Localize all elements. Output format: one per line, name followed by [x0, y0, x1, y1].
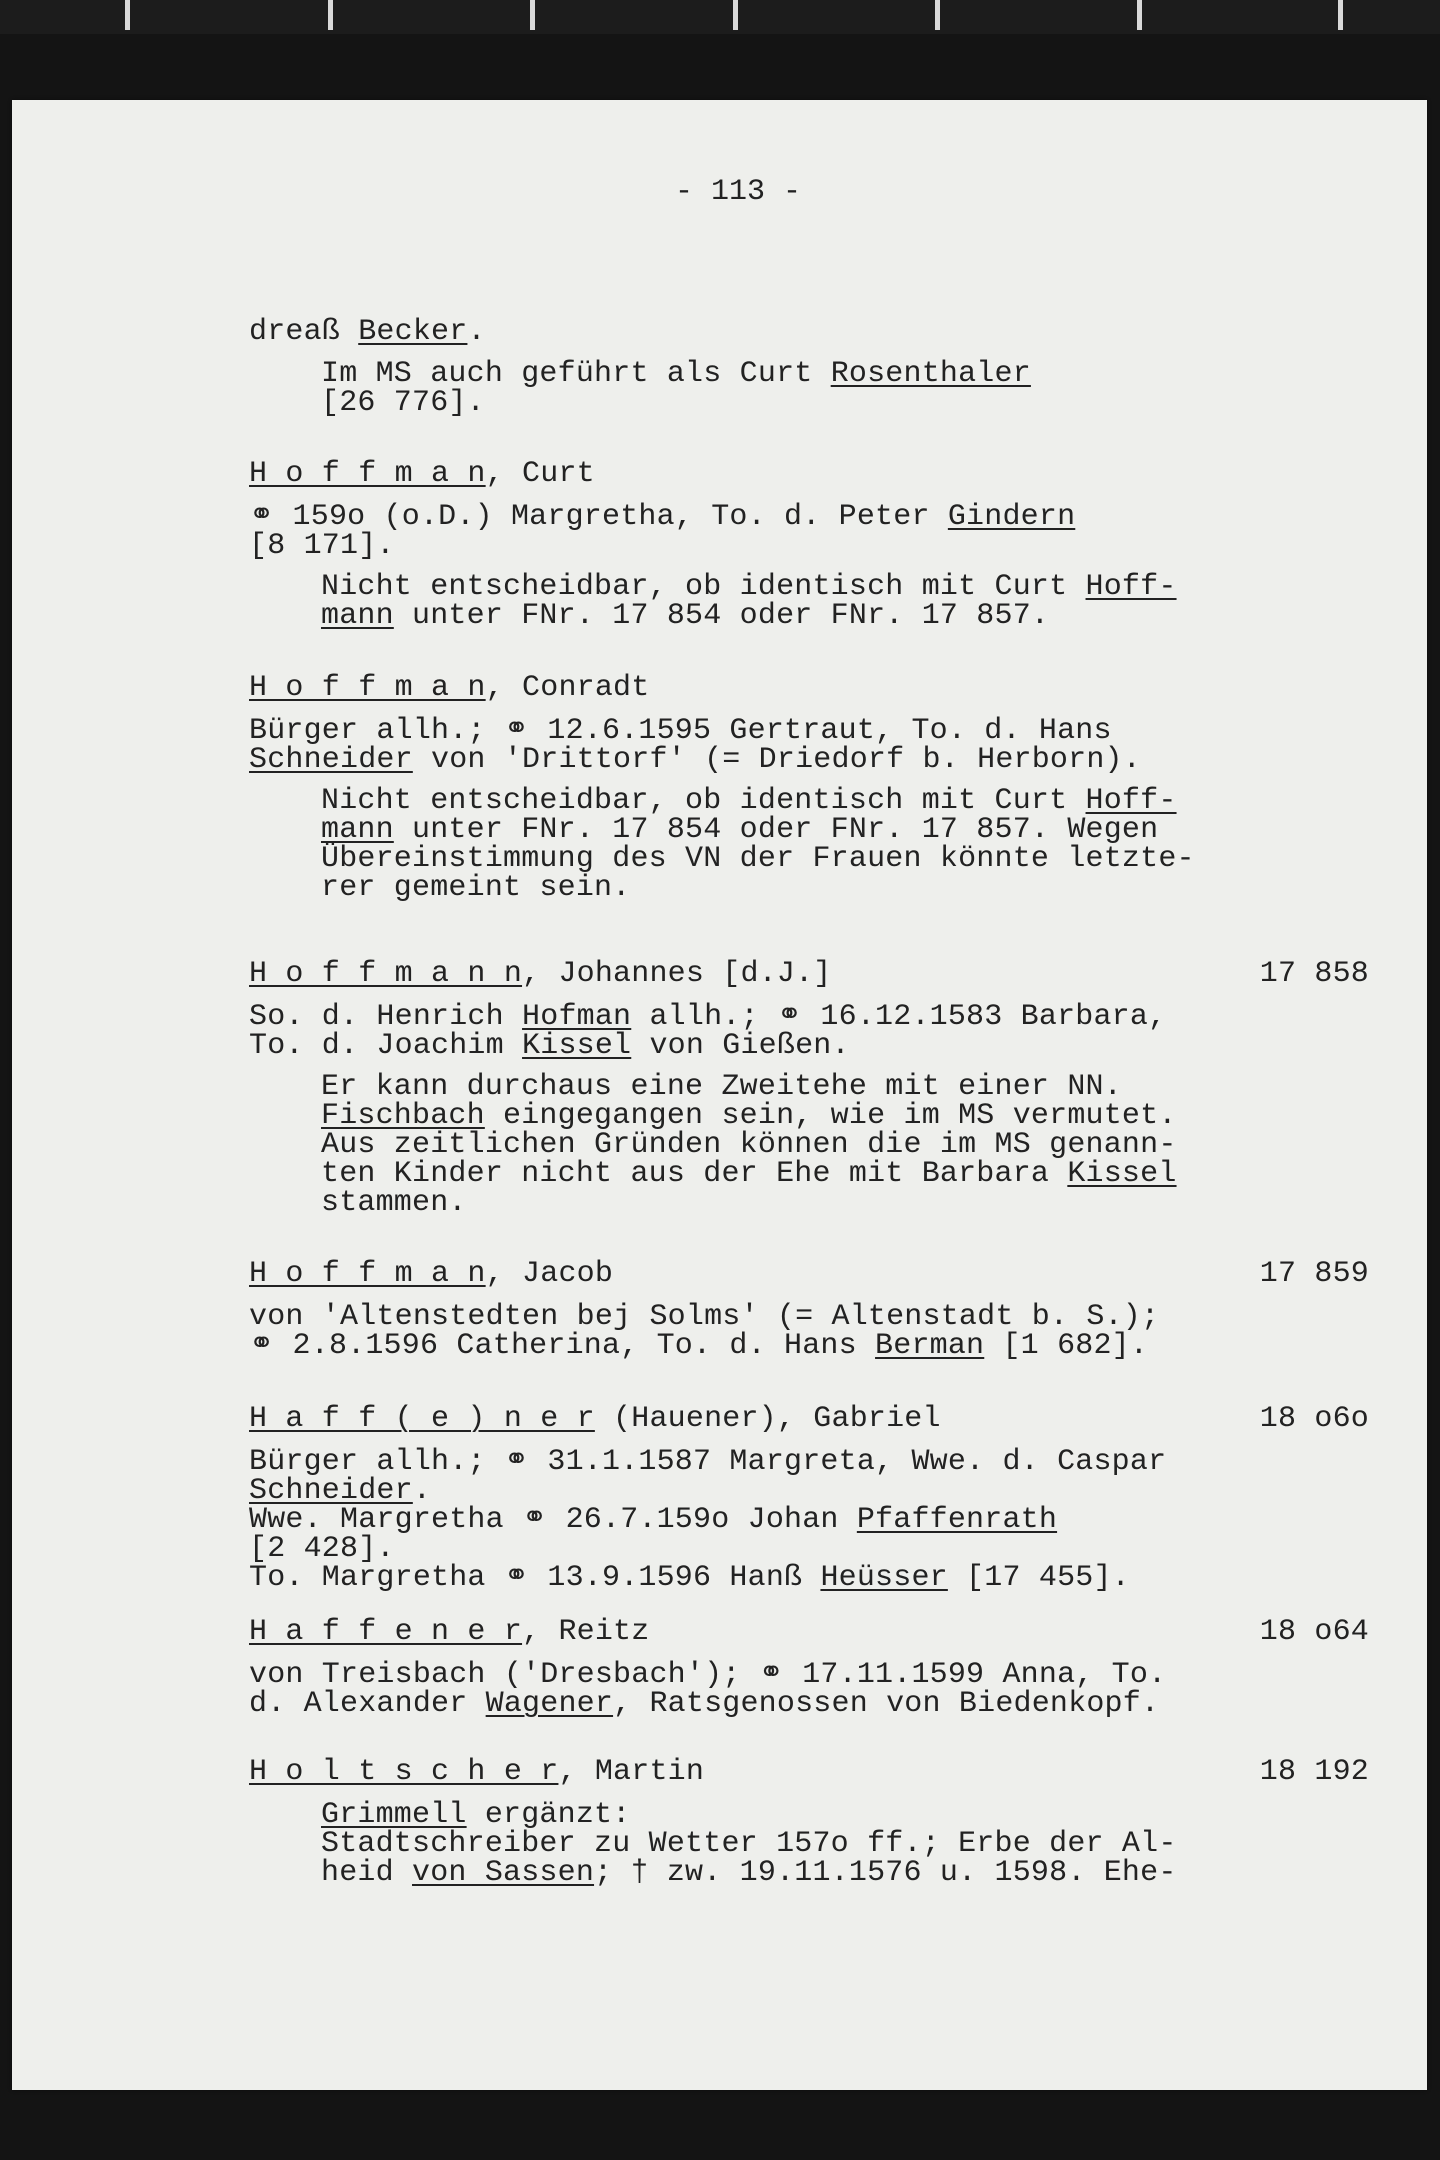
underlined-name: Schneider: [249, 743, 413, 777]
underlined-name: Rosenthaler: [830, 357, 1031, 391]
text-segment: [2 428].: [249, 1532, 395, 1566]
entry-heading: [249, 1615, 1369, 1649]
underlined-name: Gindern: [947, 500, 1076, 534]
underlined-name: Grimmell: [321, 1798, 467, 1832]
text-segment: [26 776].: [321, 386, 485, 420]
surname: H a f f ( e ) n e r: [249, 1402, 595, 1436]
text-segment: Er kann durchaus eine Zweitehe mit einer NN.: [321, 1070, 1122, 1104]
document-page: [12, 100, 1427, 2090]
text-segment: von 'Drittorf' (= Driedorf b. Herborn).: [412, 743, 1141, 777]
text-segment: ergänzt:: [466, 1798, 631, 1832]
text-segment: dreaß: [249, 315, 359, 349]
underlined-name: Hoff-: [1085, 784, 1177, 818]
film-tick: [1338, 0, 1343, 30]
entry-heading: [249, 957, 1369, 991]
text-line: [249, 357, 1369, 391]
text-line: [249, 1099, 1369, 1133]
text-line: [249, 1827, 1369, 1861]
text-segment: [1 682].: [984, 1329, 1149, 1363]
text-line: [249, 1798, 1369, 1832]
underlined-name: Wagener: [485, 1687, 614, 1721]
text-line: [249, 743, 1369, 777]
entry-number: 17 858: [1259, 957, 1369, 991]
surname: H a f f e n e r: [249, 1615, 523, 1649]
entry-becker-cont: [249, 315, 1369, 420]
text-line: [249, 1532, 1369, 1566]
text-line: [249, 1186, 1369, 1220]
text-segment: Nicht entscheidbar, ob identisch mit Curt: [321, 784, 1086, 818]
underlined-name: von Sassen: [412, 1856, 595, 1890]
underlined-name: Hofman: [522, 1000, 632, 1034]
text-segment: d. Alexander: [249, 1687, 486, 1721]
underlined-name: mann: [321, 599, 394, 633]
given-name: , Reitz: [522, 1615, 650, 1649]
entry-hoffman-curt: [249, 457, 1369, 633]
text-segment: To. Margretha ⚭ 13.9.1596 Hanß: [249, 1561, 821, 1595]
underlined-name: Kissel: [522, 1029, 632, 1063]
text-segment: ten Kinder nicht aus der Ehe mit Barbara: [321, 1157, 1068, 1191]
text-segment: von Gießen.: [631, 1029, 850, 1063]
text-segment: .: [412, 1474, 432, 1508]
entry-name: [249, 957, 832, 991]
text-segment: .: [467, 315, 486, 349]
entry-heading: [249, 1257, 1369, 1291]
text-line: [249, 570, 1369, 604]
entry-name: [249, 671, 649, 705]
entry-name: [249, 1755, 704, 1789]
text-segment: , Ratsgenossen von Biedenkopf.: [613, 1687, 1160, 1721]
film-tick: [328, 0, 333, 30]
text-segment: Stadtschreiber zu Wetter 157o ff.; Erbe der Al-: [321, 1827, 1177, 1861]
given-name: , Martin: [558, 1755, 705, 1789]
text-line: [249, 842, 1369, 876]
entry-haffener-reitz: [249, 1615, 1369, 1721]
page-number: - 113 -: [675, 175, 802, 209]
entry-name: [249, 1257, 613, 1291]
text-line: [249, 813, 1369, 847]
text-segment: rer gemeint sein.: [321, 871, 631, 905]
film-strip: [0, 0, 1440, 34]
text-line: [249, 1474, 1369, 1508]
surname: H o f f m a n: [249, 457, 486, 491]
text-segment: stammen.: [321, 1186, 467, 1220]
given-name: , Johannes [d.J.]: [522, 957, 832, 991]
underlined-name: mann: [321, 813, 394, 847]
film-tick: [1137, 0, 1142, 30]
text-segment: Aus zeitlichen Gründen können die im MS genann-: [321, 1128, 1177, 1162]
entry-holtscher-martin: [249, 1755, 1369, 1890]
film-tick: [530, 0, 535, 30]
surname: H o f f m a n: [249, 671, 486, 705]
entry-heading: [249, 1402, 1369, 1436]
text-segment: Im MS auch geführt als Curt: [321, 357, 831, 391]
text-line: [249, 1658, 1369, 1692]
text-segment: eingegangen sein, wie im MS vermutet.: [484, 1099, 1177, 1133]
underlined-name: Schneider: [249, 1474, 413, 1508]
text-segment: [17 455].: [947, 1561, 1130, 1595]
text-line: [249, 1300, 1369, 1334]
text-line: [249, 1687, 1369, 1721]
text-segment: von 'Altenstedten bej Solms' (= Altenstadt b. S.);: [249, 1300, 1160, 1334]
text-line: [249, 315, 1369, 349]
text-segment: Übereinstimmung des VN der Frauen könnte letzte-: [321, 842, 1195, 876]
text-line: [249, 1329, 1369, 1363]
text-segment: So. d. Henrich: [249, 1000, 523, 1034]
underlined-name: Berman: [875, 1329, 985, 1363]
text-line: [249, 784, 1369, 818]
underlined-name: Kissel: [1067, 1157, 1177, 1191]
text-segment: allh.; ⚭ 16.12.1583 Barbara,: [631, 1000, 1167, 1034]
entry-number: 17 859: [1259, 1257, 1369, 1291]
text-segment: Bürger allh.; ⚭ 31.1.1587 Margreta, Wwe. d. Caspar: [249, 1445, 1167, 1479]
underlined-name: Becker: [358, 315, 468, 349]
entry-number: 18 192: [1259, 1755, 1369, 1789]
text-segment: [8 171].: [249, 529, 395, 563]
surname: H o l t s c h e r: [249, 1755, 559, 1789]
text-segment: ⚭ 2.8.1596 Catherina, To. d. Hans: [249, 1329, 876, 1363]
surname: H o f f m a n: [249, 1257, 486, 1291]
text-line: [249, 1157, 1369, 1191]
underlined-name: Pfaffenrath: [856, 1503, 1058, 1537]
entry-name: [249, 1402, 941, 1436]
text-line: [249, 1856, 1369, 1890]
given-name: (Hauener), Gabriel: [594, 1402, 941, 1436]
text-line: [249, 529, 1369, 563]
text-line: [249, 714, 1369, 748]
text-segment: Nicht entscheidbar, ob identisch mit Curt: [321, 570, 1086, 604]
given-name: , Jacob: [485, 1257, 614, 1291]
text-line: [249, 1503, 1369, 1537]
text-line: [249, 386, 1369, 420]
text-line: [249, 500, 1369, 534]
entry-name: [249, 457, 595, 491]
text-line: [249, 1070, 1369, 1104]
text-line: [249, 1561, 1369, 1595]
text-line: [249, 871, 1369, 905]
text-line: [249, 599, 1369, 633]
text-segment: ; † zw. 19.11.1576 u. 1598. Ehe-: [594, 1856, 1177, 1890]
text-segment: von Treisbach ('Dresbach'); ⚭ 17.11.1599 Anna, To.: [249, 1658, 1167, 1692]
text-segment: To. d. Joachim: [249, 1029, 523, 1063]
text-line: [249, 1000, 1369, 1034]
film-tick: [935, 0, 940, 30]
entry-haffener-gabriel: [249, 1402, 1369, 1595]
text-line: [249, 1128, 1369, 1162]
text-segment: heid: [321, 1856, 413, 1890]
entry-number: 18 o6o: [1259, 1402, 1369, 1436]
film-tick: [125, 0, 130, 30]
surname: H o f f m a n n: [249, 957, 523, 991]
entry-hoffmann-johannes: [249, 957, 1369, 1220]
given-name: , Curt: [485, 457, 595, 491]
text-segment: unter FNr. 17 854 oder FNr. 17 857.: [393, 599, 1050, 633]
text-segment: Wwe. Margretha ⚭ 26.7.159o Johan: [249, 1503, 857, 1537]
entry-number: 18 o64: [1259, 1615, 1369, 1649]
text-segment: unter FNr. 17 854 oder FNr. 17 857. Wegen: [393, 813, 1159, 847]
entry-heading: [249, 1755, 1369, 1789]
entry-hoffman-conradt: [249, 671, 1369, 905]
underlined-name: Heüsser: [820, 1561, 948, 1595]
entry-heading: [249, 457, 1369, 491]
underlined-name: Fischbach: [321, 1099, 485, 1133]
film-tick: [733, 0, 738, 30]
text-segment: Bürger allh.; ⚭ 12.6.1595 Gertraut, To. d. Hans: [249, 714, 1112, 748]
entry-heading: [249, 671, 1369, 705]
text-line: [249, 1445, 1369, 1479]
underlined-name: Hoff-: [1085, 570, 1177, 604]
text-line: [249, 1029, 1369, 1063]
given-name: , Conradt: [485, 671, 650, 705]
text-segment: ⚭ 159o (o.D.) Margretha, To. d. Peter: [249, 500, 948, 534]
entry-hoffman-jacob: [249, 1257, 1369, 1363]
entry-name: [249, 1615, 649, 1649]
